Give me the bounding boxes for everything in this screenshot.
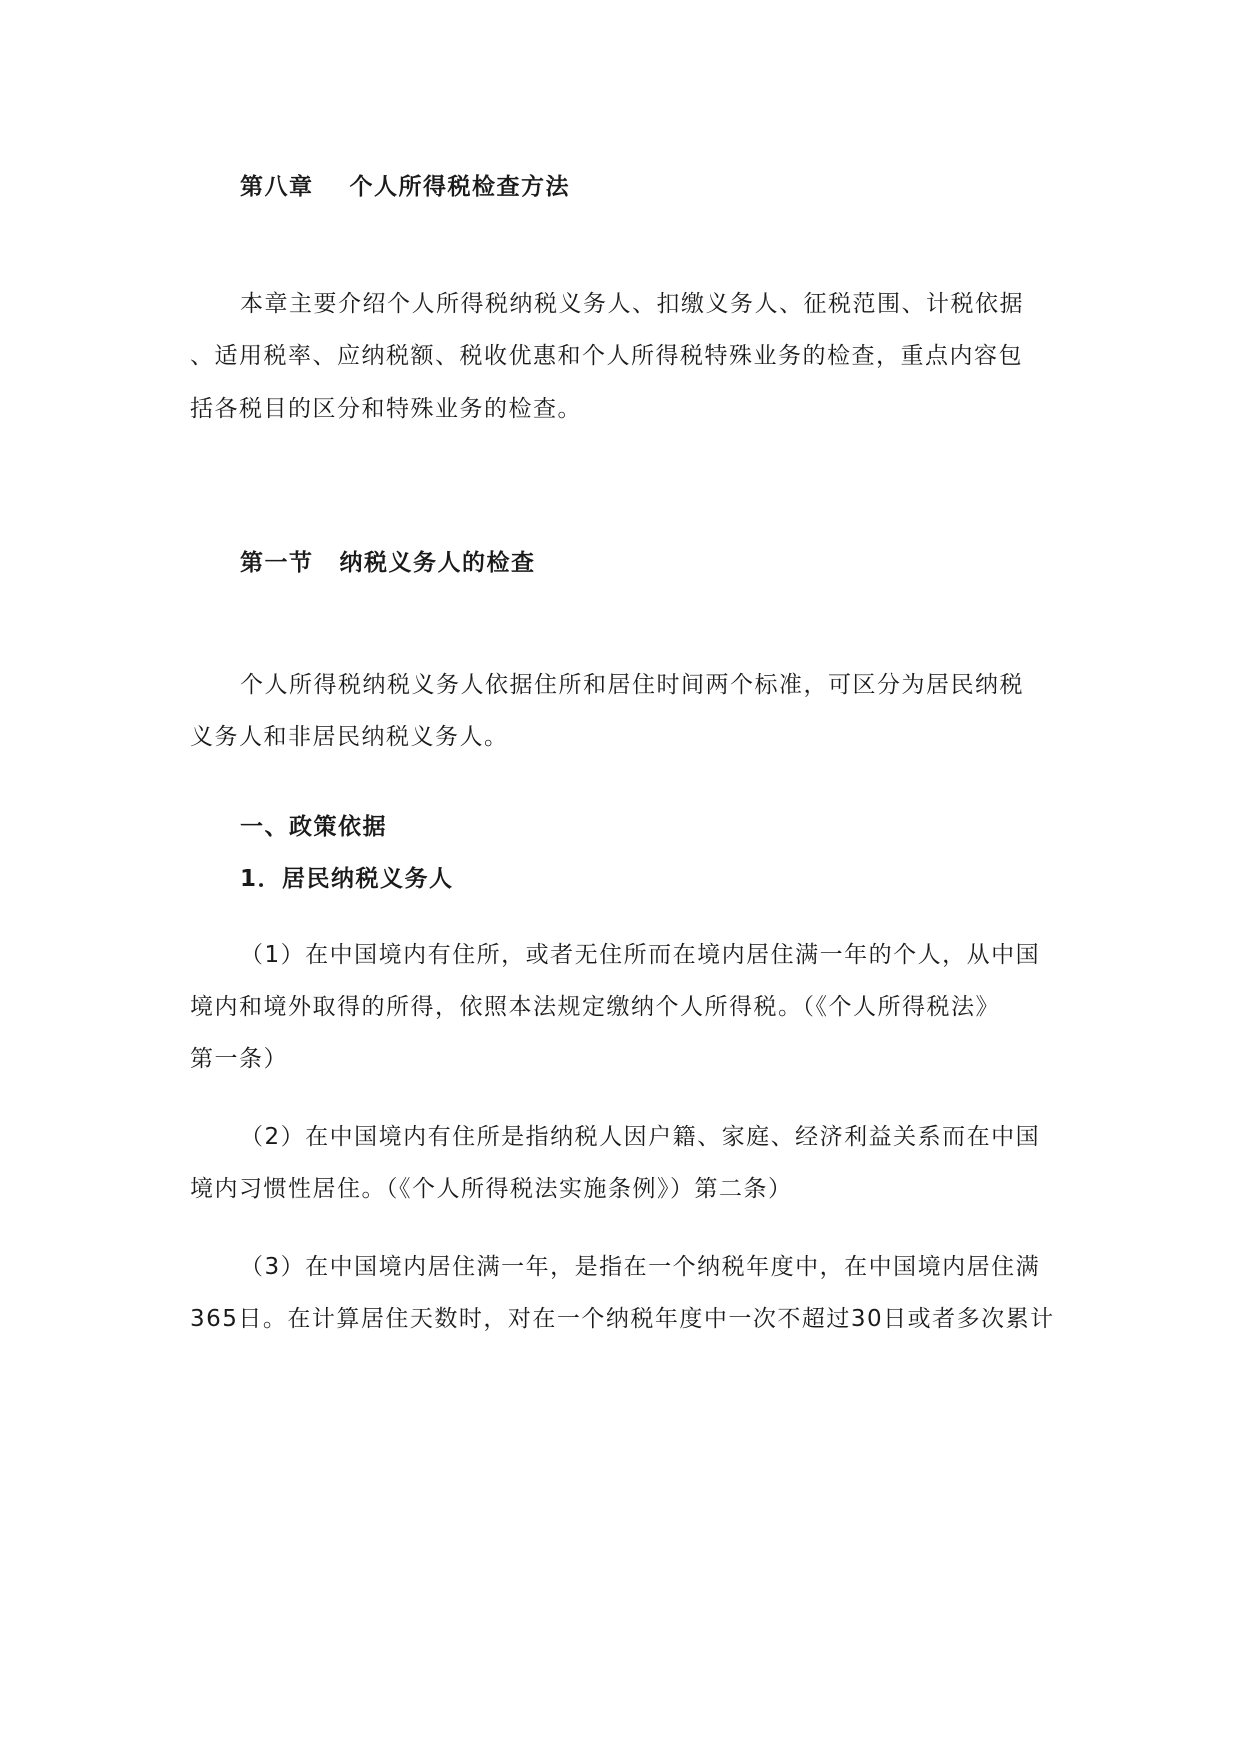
intro-line-3: 括各税目的区分和特殊业务的检查。 xyxy=(190,396,582,422)
chapter-title: 个人所得税检查方法 xyxy=(349,174,570,200)
item1-line-1: （1）在中国境内有住所，或者无住所而在境内居住满一年的个人，从中国 xyxy=(240,942,1041,968)
item1-line-3: 第一条） xyxy=(190,1046,288,1072)
item3-line-2: 365日。在计算居住天数时，对在一个纳税年度中一次不超过30日或者多次累计 xyxy=(190,1306,1055,1332)
intro-line-2: 、适用税率、应纳税额、税收优惠和个人所得税特殊业务的检查，重点内容包 xyxy=(190,343,1023,369)
section-title: 纳税义务人的检查 xyxy=(339,550,536,576)
section-heading xyxy=(240,548,536,578)
item2-line-2: 境内习惯性居住。（《个人所得税法实施条例》）第二条） xyxy=(190,1176,793,1202)
item2-line-1: （2）在中国境内有住所是指纳税人因户籍、家庭、经济利益关系而在中国 xyxy=(240,1124,1041,1150)
item1-line-2: 境内和境外取得的所得，依照本法规定缴纳个人所得税。（《个人所得税法》 xyxy=(190,994,1000,1020)
section-intro-line-2: 义务人和非居民纳税义务人。 xyxy=(190,724,509,750)
item3-line-1: （3）在中国境内居住满一年，是指在一个纳税年度中，在中国境内居住满 xyxy=(240,1254,1041,1280)
policy-basis-heading: 一、政策依据 xyxy=(240,814,387,840)
intro-line-1: 本章主要介绍个人所得税纳税义务人、扣缴义务人、征税范围、计税依据 xyxy=(240,291,1024,317)
chapter-number: 第八章 xyxy=(240,174,314,200)
section-intro-line-1: 个人所得税纳税义务人依据住所和居住时间两个标准，可区分为居民纳税 xyxy=(240,672,1024,698)
chapter-heading xyxy=(240,172,570,202)
section-number: 第一节 xyxy=(240,550,314,576)
resident-taxpayer-heading: 1．居民纳税义务人 xyxy=(240,866,454,892)
